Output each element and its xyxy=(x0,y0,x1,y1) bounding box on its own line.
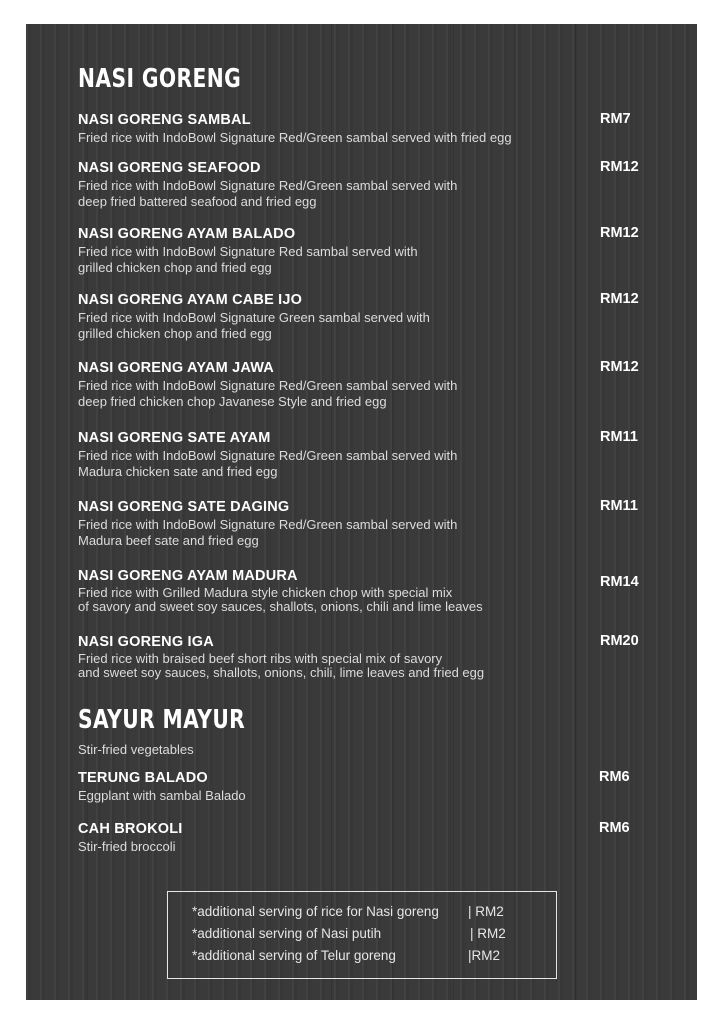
item-price: RM12 xyxy=(600,359,639,375)
item-description: Fried rice with braised beef short ribs with special mix of savory and sweet soy sauces, shallots, onions, chili, lime leaves and fried egg xyxy=(78,651,485,680)
note-text: *additional serving of Telur goreng xyxy=(192,948,396,963)
item-description: Fried rice with Grilled Madura style chicken chop with special mix of savory and sweet soy sauces, shallots, onions, chili and lime leaves xyxy=(78,585,483,614)
item-price: RM6 xyxy=(599,820,630,836)
item-price: RM11 xyxy=(600,498,638,514)
item-description: Fried rice with IndoBowl Signature Red/Green sambal served with Madura beef sate and fried egg xyxy=(78,517,458,548)
note-price: | RM2 xyxy=(470,926,506,941)
note-price: |RM2 xyxy=(468,948,501,963)
note-text: *additional serving of rice for Nasi goreng xyxy=(192,904,439,919)
menu-item-nasi-goreng-ayam-cabe-ijo xyxy=(78,291,648,342)
item-name: NASI GORENG SATE AYAM xyxy=(78,430,271,446)
item-name: NASI GORENG IGA xyxy=(78,634,214,650)
item-price: RM7 xyxy=(600,111,631,127)
item-description: Fried rice with IndoBowl Signature Red/Green sambal served with deep fried battered seafood and fried egg xyxy=(78,178,458,209)
section-title-nasi-goreng: NASI GORENG xyxy=(78,64,242,94)
section-title-sayur-mayur: SAYUR MAYUR xyxy=(78,705,246,735)
item-name: NASI GORENG SAMBAL xyxy=(78,112,251,128)
menu-item-nasi-goreng-sate-ayam xyxy=(78,429,648,480)
item-description: Fried rice with IndoBowl Signature Green sambal served with grilled chicken chop and fried egg xyxy=(78,310,430,341)
section-subtitle: Stir-fried vegetables xyxy=(78,742,194,757)
item-name: NASI GORENG AYAM CABE IJO xyxy=(78,292,303,308)
item-description: Fried rice with IndoBowl Signature Red/Green sambal served with deep fried chicken chop Javanese Style and fried egg xyxy=(78,378,458,409)
note-text: *additional serving of Nasi putih xyxy=(192,926,382,941)
menu-item-cah-brokoli xyxy=(78,820,648,855)
menu-item-nasi-goreng-sambal xyxy=(78,111,648,146)
menu-item-nasi-goreng-ayam-jawa xyxy=(78,359,648,410)
item-price: RM12 xyxy=(600,159,639,175)
item-name: NASI GORENG AYAM JAWA xyxy=(78,360,274,376)
item-description: Fried rice with IndoBowl Signature Red/Green sambal served with Madura chicken sate and fried egg xyxy=(78,448,458,479)
item-price: RM14 xyxy=(600,574,639,590)
menu-item-nasi-goreng-ayam-balado xyxy=(78,225,648,276)
item-name: TERUNG BALADO xyxy=(78,770,208,786)
item-description: Stir-fried broccoli xyxy=(78,839,176,854)
menu-item-nasi-goreng-sate-daging xyxy=(78,498,648,549)
menu-frame xyxy=(22,20,701,1004)
menu-item-nasi-goreng-seafood xyxy=(78,159,648,210)
item-name: NASI GORENG AYAM MADURA xyxy=(78,568,298,584)
item-price: RM6 xyxy=(599,769,630,785)
menu-board xyxy=(26,24,697,1000)
item-price: RM12 xyxy=(600,291,639,307)
menu-item-nasi-goreng-iga xyxy=(78,633,648,680)
menu-item-terung-balado xyxy=(78,769,648,804)
item-description: Fried rice with IndoBowl Signature Red sambal served with grilled chicken chop and fried egg xyxy=(78,244,418,275)
item-price: RM20 xyxy=(600,633,639,649)
additional-serving-notes xyxy=(167,891,557,979)
item-description: Fried rice with IndoBowl Signature Red/Green sambal served with fried egg xyxy=(78,130,512,145)
item-price: RM12 xyxy=(600,225,639,241)
note-price: | RM2 xyxy=(468,904,504,919)
menu-item-nasi-goreng-ayam-madura xyxy=(78,567,648,614)
item-description: Eggplant with sambal Balado xyxy=(78,788,246,803)
item-name: NASI GORENG AYAM BALADO xyxy=(78,226,296,242)
item-name: NASI GORENG SATE DAGING xyxy=(78,499,290,515)
item-price: RM11 xyxy=(600,429,638,445)
item-name: NASI GORENG SEAFOOD xyxy=(78,160,261,176)
item-name: CAH BROKOLI xyxy=(78,821,183,837)
